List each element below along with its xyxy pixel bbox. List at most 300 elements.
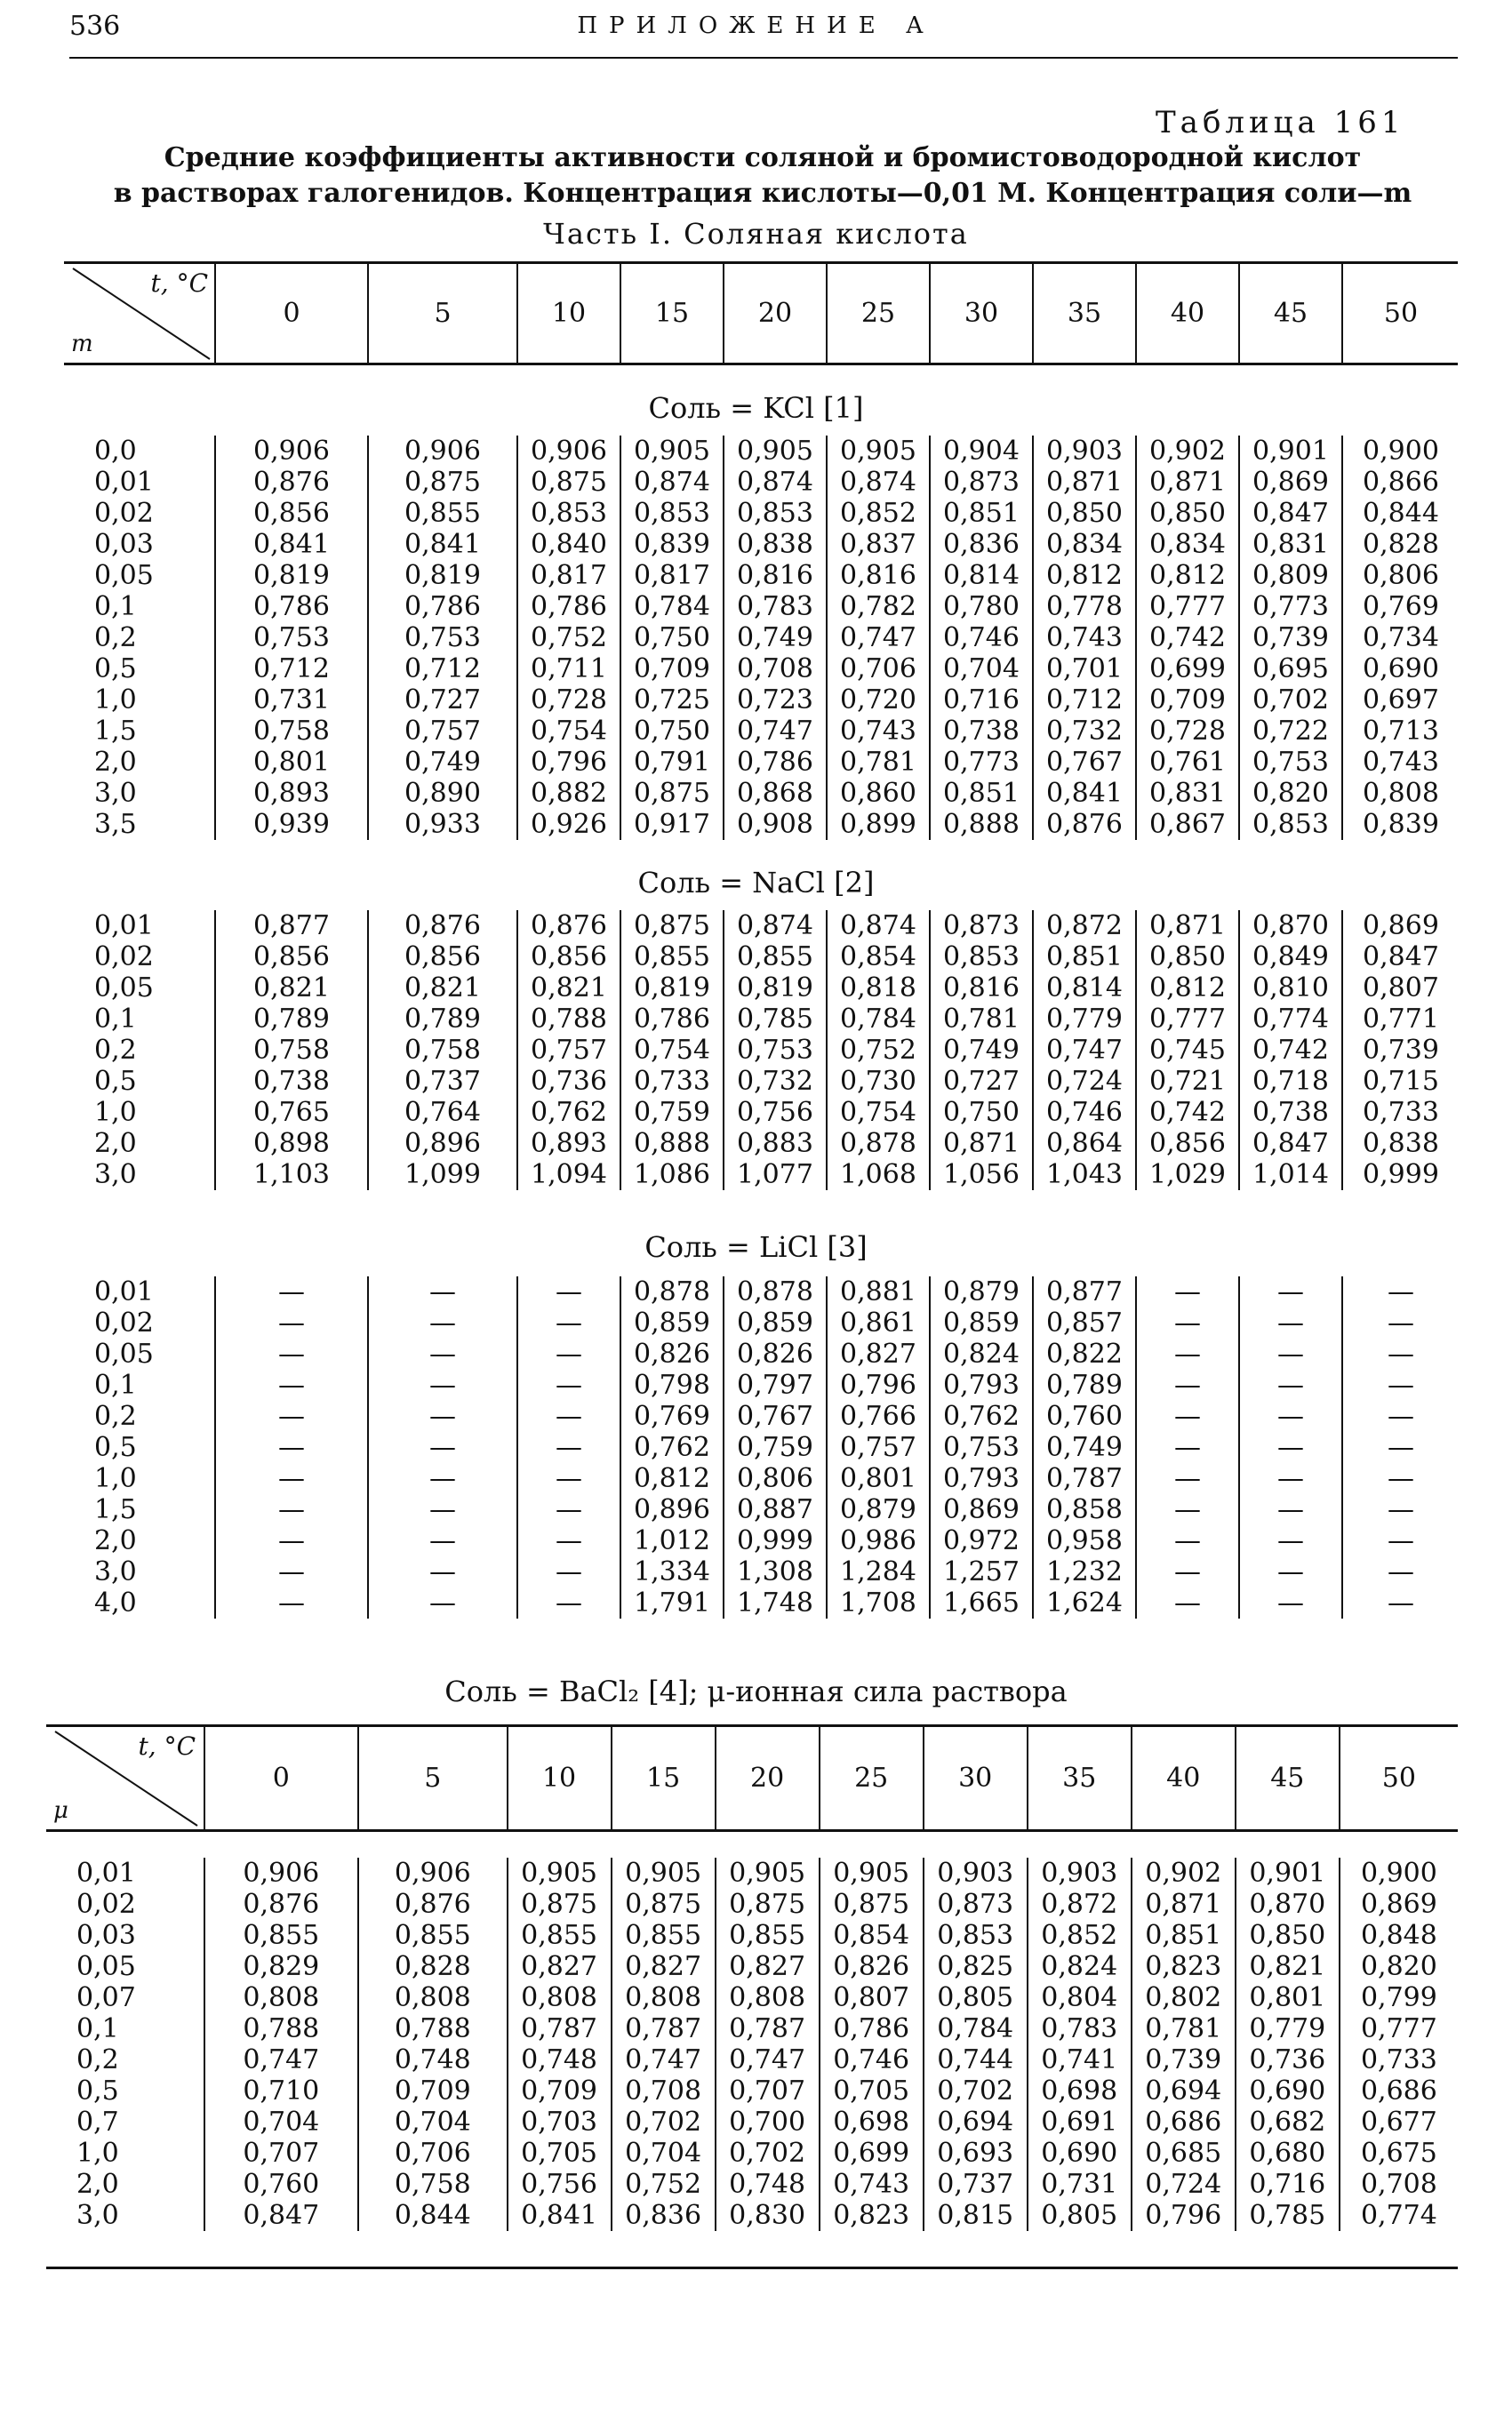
table-cell: — — [1239, 1339, 1342, 1370]
table-row — [46, 1920, 1458, 1951]
table-cell: 0,801 — [215, 747, 368, 778]
row-label: 0,05 — [76, 1951, 136, 1982]
temperature-header: 25 — [820, 1726, 924, 1829]
row-label: 0,01 — [94, 1276, 154, 1307]
table-cell: 0,796 — [517, 747, 620, 778]
row-label: 0,1 — [94, 1370, 137, 1401]
table-cell: 0,869 — [1340, 1889, 1458, 1920]
table-cell: 0,823 — [1132, 1951, 1236, 1982]
table-cell: 0,705 — [820, 2075, 924, 2107]
row-label: 0,5 — [94, 653, 137, 684]
table-cell: 0,769 — [620, 1401, 724, 1432]
table-cell: 0,786 — [620, 1004, 724, 1035]
table-cell: 0,906 — [517, 436, 620, 467]
table-cell: 0,827 — [716, 1951, 820, 1982]
row-label: 4,0 — [94, 1587, 137, 1619]
table-cell: 1,068 — [827, 1159, 930, 1190]
table-cell: 0,793 — [930, 1370, 1033, 1401]
table-cell: 0,738 — [1239, 1097, 1342, 1128]
table-cell: 0,777 — [1136, 1004, 1239, 1035]
table-cell: 0,808 — [612, 1982, 716, 2013]
row-label: 2,0 — [76, 2169, 119, 2200]
table-cell: 0,958 — [1033, 1525, 1136, 1556]
table-cell: 0,749 — [1033, 1432, 1136, 1463]
table-cell: 0,871 — [1136, 467, 1239, 498]
table-row — [64, 560, 1459, 591]
table-cell: 1,334 — [620, 1556, 724, 1587]
table-cell: — — [1239, 1587, 1342, 1619]
table-cell: — — [517, 1307, 620, 1339]
table-cell: 0,840 — [517, 529, 620, 560]
table-cell: 0,820 — [1340, 1951, 1458, 1982]
table-cell: 0,752 — [612, 2169, 716, 2200]
table-cell: 0,875 — [612, 1889, 716, 1920]
table-cell: 0,871 — [1132, 1889, 1236, 1920]
table-cell: 0,855 — [724, 941, 827, 972]
table-cell: — — [517, 1587, 620, 1619]
table-cell: 0,702 — [716, 2138, 820, 2169]
table-row — [64, 972, 1459, 1004]
temperature-header: 50 — [1340, 1726, 1458, 1829]
table-cell: 0,821 — [1236, 1951, 1340, 1982]
table-cell: 0,747 — [724, 716, 827, 747]
table-cell: — — [368, 1494, 517, 1525]
table-cell: 0,847 — [204, 2200, 359, 2231]
table-cell: 0,690 — [1342, 653, 1459, 684]
table-cell: 0,709 — [508, 2075, 612, 2107]
row-label: 0,01 — [76, 1858, 136, 1889]
table-cell: 0,855 — [204, 1920, 359, 1951]
table-cell: 0,817 — [620, 560, 724, 591]
table-cell: — — [517, 1525, 620, 1556]
table-cell: 0,704 — [612, 2138, 716, 2169]
table-cell: 0,739 — [1342, 1035, 1459, 1066]
table-cell: 0,708 — [724, 653, 827, 684]
table-cell: 0,799 — [1340, 1982, 1458, 2013]
table-cell: — — [1342, 1494, 1459, 1525]
table-cell: 0,851 — [1132, 1920, 1236, 1951]
table-cell: 1,029 — [1136, 1159, 1239, 1190]
table-row — [46, 2044, 1458, 2075]
table-cell: 0,893 — [215, 778, 368, 809]
table-cell: 0,733 — [620, 1066, 724, 1097]
table-cell: 0,850 — [1136, 498, 1239, 529]
table-cell: — — [1342, 1401, 1459, 1432]
table1-header — [64, 263, 1459, 363]
table-cell: 0,796 — [827, 1370, 930, 1401]
table-cell: 0,727 — [930, 1066, 1033, 1097]
table-cell: 0,748 — [508, 2044, 612, 2075]
table-cell: 0,850 — [1033, 498, 1136, 529]
row-label: 0,02 — [76, 1889, 136, 1920]
table-cell: 0,878 — [724, 1276, 827, 1307]
table-cell: 0,808 — [204, 1982, 359, 2013]
table-cell: 0,753 — [724, 1035, 827, 1066]
section-table-licl — [64, 1276, 1459, 1619]
table-cell: 0,876 — [358, 1889, 507, 1920]
part-title: Часть I. Соляная кислота — [543, 217, 969, 251]
table-cell: 0,701 — [1033, 653, 1136, 684]
table-cell: — — [517, 1556, 620, 1587]
table-cell: 0,853 — [930, 941, 1033, 972]
table-cell: 0,933 — [368, 809, 517, 840]
section-table-kcl — [64, 436, 1459, 840]
table-cell: 1,012 — [620, 1525, 724, 1556]
table-cell: 0,711 — [517, 653, 620, 684]
table-cell: 0,854 — [820, 1920, 924, 1951]
table-cell: 0,747 — [612, 2044, 716, 2075]
table-cell: — — [1342, 1370, 1459, 1401]
table-cell: 0,774 — [1340, 2200, 1458, 2231]
table-cell: 0,837 — [827, 529, 930, 560]
table-cell: 0,874 — [724, 910, 827, 941]
table-cell: 0,853 — [924, 1920, 1028, 1951]
table-cell: 0,690 — [1236, 2075, 1340, 2107]
table-row — [64, 684, 1459, 716]
table-cell: 0,708 — [612, 2075, 716, 2107]
table-cell: 0,722 — [1239, 716, 1342, 747]
row-label: 0,02 — [94, 1307, 154, 1339]
section-label-bacl2: Соль = BaCl₂ [4]; μ-ионная сила раствора — [444, 1675, 1068, 1708]
table-cell: 0,836 — [930, 529, 1033, 560]
table-cell: 0,818 — [827, 972, 930, 1004]
table-cell: 0,905 — [827, 436, 930, 467]
table-cell: 0,723 — [724, 684, 827, 716]
table-row — [46, 1982, 1458, 2013]
table-cell: — — [1342, 1276, 1459, 1307]
row-label: 0,7 — [76, 2107, 119, 2138]
table-cell: — — [1136, 1339, 1239, 1370]
table-cell: 0,715 — [1342, 1066, 1459, 1097]
section-label-kcl: Соль = KCl [1] — [648, 391, 864, 425]
table-cell: 0,856 — [215, 498, 368, 529]
table-cell: — — [1136, 1370, 1239, 1401]
table-cell: — — [368, 1556, 517, 1587]
table-cell: — — [1239, 1556, 1342, 1587]
table-cell: 0,766 — [827, 1401, 930, 1432]
table-cell: 0,905 — [612, 1858, 716, 1889]
table-cell: 0,779 — [1033, 1004, 1136, 1035]
table-row — [64, 436, 1459, 467]
table-cell: — — [368, 1339, 517, 1370]
table-cell: — — [1136, 1401, 1239, 1432]
table2-bottom-rule — [46, 2267, 1458, 2269]
header-corner — [46, 1726, 204, 1829]
table-cell: 0,896 — [368, 1128, 517, 1159]
table-cell: 0,879 — [827, 1494, 930, 1525]
table-cell: — — [517, 1432, 620, 1463]
table-cell: — — [1342, 1307, 1459, 1339]
table-cell: 0,716 — [930, 684, 1033, 716]
table-cell: 0,839 — [1342, 809, 1459, 840]
row-label: 0,02 — [94, 941, 154, 972]
table-cell: 0,872 — [1033, 910, 1136, 941]
table-cell: 0,738 — [930, 716, 1033, 747]
table-cell: 0,834 — [1136, 529, 1239, 560]
table-cell: 0,767 — [1033, 747, 1136, 778]
table-cell: 0,698 — [1028, 2075, 1132, 2107]
table-cell: 0,724 — [1132, 2169, 1236, 2200]
table-cell: 0,697 — [1342, 684, 1459, 716]
table-cell: 0,827 — [827, 1339, 930, 1370]
table-cell: 0,760 — [1033, 1401, 1136, 1432]
row-label: 0,01 — [94, 910, 154, 941]
table-cell: 0,748 — [358, 2044, 507, 2075]
table-cell: 0,754 — [517, 716, 620, 747]
table-cell: 0,703 — [508, 2107, 612, 2138]
table-row — [64, 1432, 1459, 1463]
table-cell: 0,677 — [1340, 2107, 1458, 2138]
table-cell: 0,781 — [1132, 2013, 1236, 2044]
table-cell: 0,733 — [1340, 2044, 1458, 2075]
table-cell: 0,758 — [215, 716, 368, 747]
temperature-header: 0 — [215, 263, 368, 363]
table-cell: 0,810 — [1239, 972, 1342, 1004]
table-cell: 0,728 — [517, 684, 620, 716]
table-row — [46, 2013, 1458, 2044]
table-cell: 1,099 — [368, 1159, 517, 1190]
table-cell: 0,836 — [612, 2200, 716, 2231]
table-cell: — — [368, 1432, 517, 1463]
table-cell: 0,905 — [620, 436, 724, 467]
table-cell: — — [368, 1276, 517, 1307]
temperature-header: 20 — [724, 263, 827, 363]
table-cell: 0,801 — [827, 1463, 930, 1494]
table-cell: 0,841 — [215, 529, 368, 560]
table-cell: 0,868 — [724, 778, 827, 809]
table-cell: 0,812 — [1033, 560, 1136, 591]
table-cell: — — [1239, 1307, 1342, 1339]
temperature-header: 40 — [1132, 1726, 1236, 1829]
table-cell: 0,686 — [1132, 2107, 1236, 2138]
table-cell: 0,834 — [1033, 529, 1136, 560]
table-cell: 0,675 — [1340, 2138, 1458, 2169]
table-row — [64, 778, 1459, 809]
table-cell: 0,725 — [620, 684, 724, 716]
table-cell: 0,901 — [1239, 436, 1342, 467]
table-cell: — — [215, 1307, 368, 1339]
table-cell: 0,786 — [820, 2013, 924, 2044]
table-cell: 0,785 — [724, 1004, 827, 1035]
table-cell: 0,765 — [215, 1097, 368, 1128]
table-cell: — — [215, 1432, 368, 1463]
table-cell: — — [1239, 1276, 1342, 1307]
table-cell: 0,704 — [204, 2107, 359, 2138]
header-rule — [69, 57, 1458, 59]
table-cell: 0,903 — [1028, 1858, 1132, 1889]
table-cell: 0,736 — [1236, 2044, 1340, 2075]
table-cell: 0,876 — [204, 1889, 359, 1920]
header-corner — [64, 263, 215, 363]
table-cell: 0,757 — [517, 1035, 620, 1066]
table-cell: 1,748 — [724, 1587, 827, 1619]
table-row — [64, 1004, 1459, 1035]
row-label: 0,03 — [94, 529, 154, 560]
table-cell: 0,817 — [517, 560, 620, 591]
table-cell: 0,739 — [1132, 2044, 1236, 2075]
table-row — [64, 1128, 1459, 1159]
table-cell: 0,709 — [358, 2075, 507, 2107]
table-cell: 0,807 — [1342, 972, 1459, 1004]
table-cell: 0,759 — [724, 1432, 827, 1463]
table-cell: 0,899 — [827, 809, 930, 840]
table-cell: 0,814 — [930, 560, 1033, 591]
table-cell: 0,720 — [827, 684, 930, 716]
temperature-header: 10 — [508, 1726, 612, 1829]
table-cell: 0,742 — [1136, 622, 1239, 653]
row-label: 2,0 — [94, 1128, 137, 1159]
table-cell: 0,878 — [827, 1128, 930, 1159]
row-label: 0,05 — [94, 972, 154, 1004]
table-cell: — — [368, 1401, 517, 1432]
row-label: 0,1 — [94, 1004, 137, 1035]
table-cell: — — [215, 1370, 368, 1401]
table-cell: 0,871 — [930, 1128, 1033, 1159]
table-cell: 0,787 — [716, 2013, 820, 2044]
row-label: 0,2 — [76, 2044, 119, 2075]
table-cell: 0,875 — [620, 778, 724, 809]
table-cell: 0,874 — [827, 910, 930, 941]
table-cell: 0,747 — [827, 622, 930, 653]
table-cell: 0,750 — [620, 716, 724, 747]
table-cell: 0,898 — [215, 1128, 368, 1159]
table-cell: 0,856 — [215, 941, 368, 972]
table-cell: 0,906 — [358, 1858, 507, 1889]
table-cell: 0,882 — [517, 778, 620, 809]
row-label: 3,5 — [94, 809, 137, 840]
table-cell: 0,812 — [1136, 560, 1239, 591]
row-label: 0,1 — [76, 2013, 119, 2044]
table-cell: 0,848 — [1340, 1920, 1458, 1951]
table-cell: 0,754 — [620, 1035, 724, 1066]
table-cell: 0,756 — [508, 2169, 612, 2200]
table-cell: 0,812 — [620, 1463, 724, 1494]
table-cell: 1,665 — [930, 1587, 1033, 1619]
table-cell: 0,787 — [508, 2013, 612, 2044]
table-cell: 1,284 — [827, 1556, 930, 1587]
table2-header-rule — [46, 1829, 1458, 1832]
row-label: 1,0 — [94, 1097, 137, 1128]
table-cell: 0,727 — [368, 684, 517, 716]
table-cell: 0,750 — [930, 1097, 1033, 1128]
table-row — [46, 1951, 1458, 1982]
temperature-header: 30 — [930, 263, 1033, 363]
table-cell: 0,905 — [508, 1858, 612, 1889]
table-cell: 0,786 — [724, 747, 827, 778]
table-cell: 0,798 — [620, 1370, 724, 1401]
table-cell: 0,749 — [724, 622, 827, 653]
table-cell: 0,778 — [1033, 591, 1136, 622]
table-cell: 0,875 — [368, 467, 517, 498]
table-cell: 0,758 — [358, 2169, 507, 2200]
row-label: 0,2 — [94, 1035, 137, 1066]
table-cell: 0,754 — [827, 1097, 930, 1128]
table-cell: 0,859 — [930, 1307, 1033, 1339]
table-row — [64, 467, 1459, 498]
table-cell: 0,731 — [215, 684, 368, 716]
table-cell: — — [517, 1463, 620, 1494]
table-cell: 0,752 — [517, 622, 620, 653]
table-cell: — — [1239, 1525, 1342, 1556]
table-cell: 0,841 — [508, 2200, 612, 2231]
temperature-axis-label: t, °C — [138, 1731, 196, 1761]
table-cell: 0,694 — [1132, 2075, 1236, 2107]
table-cell: — — [215, 1525, 368, 1556]
table-cell: 0,693 — [924, 2138, 1028, 2169]
table-cell: 0,779 — [1236, 2013, 1340, 2044]
table-cell: 0,857 — [1033, 1307, 1136, 1339]
table-cell: — — [215, 1339, 368, 1370]
table-cell: 0,805 — [1028, 2200, 1132, 2231]
table-cell: — — [1342, 1587, 1459, 1619]
temperature-header: 35 — [1028, 1726, 1132, 1829]
table-cell: 0,849 — [1239, 941, 1342, 972]
table-cell: 0,866 — [1342, 467, 1459, 498]
table-row — [64, 1556, 1459, 1587]
table-cell: 0,887 — [724, 1494, 827, 1525]
table-cell: 0,739 — [1239, 622, 1342, 653]
table-cell: 0,682 — [1236, 2107, 1340, 2138]
table-cell: — — [215, 1401, 368, 1432]
section-table-nacl — [64, 910, 1459, 1190]
table-cell: 0,712 — [1033, 684, 1136, 716]
table-cell: 0,780 — [930, 591, 1033, 622]
table-cell: 0,709 — [620, 653, 724, 684]
temperature-header: 45 — [1236, 1726, 1340, 1829]
row-label: 3,0 — [76, 2200, 119, 2231]
table-cell: 0,773 — [930, 747, 1033, 778]
table-cell: 0,787 — [612, 2013, 716, 2044]
table-cell: 0,706 — [827, 653, 930, 684]
table-cell: — — [215, 1587, 368, 1619]
table-row — [64, 1066, 1459, 1097]
table-cell: 0,901 — [1236, 1858, 1340, 1889]
table-cell: — — [215, 1494, 368, 1525]
row-label: 1,0 — [94, 684, 137, 716]
table-cell: 0,847 — [1239, 498, 1342, 529]
table-cell: 0,788 — [517, 1004, 620, 1035]
table-cell: 0,797 — [724, 1370, 827, 1401]
table-title-line-2: в растворах галогенидов. Концентрация кислоты—0,01 M. Концентрация соли—m — [113, 178, 1412, 209]
table-cell: 0,838 — [1342, 1128, 1459, 1159]
table-cell: 0,905 — [716, 1858, 820, 1889]
table-label: Таблица 161 — [1156, 105, 1405, 140]
table-cell: 0,859 — [724, 1307, 827, 1339]
table-cell: 0,824 — [930, 1339, 1033, 1370]
row-label: 0,5 — [76, 2075, 119, 2107]
table-row — [64, 653, 1459, 684]
table-cell: 0,788 — [204, 2013, 359, 2044]
table-cell: 0,821 — [215, 972, 368, 1004]
table-row — [64, 747, 1459, 778]
table-cell: 0,774 — [1239, 1004, 1342, 1035]
row-label: 0,05 — [94, 1339, 154, 1370]
table-cell: 0,870 — [1236, 1889, 1340, 1920]
row-label: 1,5 — [94, 1494, 137, 1525]
table-cell: 0,787 — [1033, 1463, 1136, 1494]
table-cell: 0,699 — [1136, 653, 1239, 684]
table-cell: 0,986 — [827, 1525, 930, 1556]
table-cell: 0,905 — [724, 436, 827, 467]
table-cell: 0,939 — [215, 809, 368, 840]
table-cell: 0,753 — [215, 622, 368, 653]
table-cell: — — [1136, 1463, 1239, 1494]
table-cell: 0,762 — [517, 1097, 620, 1128]
table-cell: 0,826 — [724, 1339, 827, 1370]
table-cell: 0,844 — [1342, 498, 1459, 529]
table-cell: 0,876 — [517, 910, 620, 941]
table-cell: 0,853 — [724, 498, 827, 529]
